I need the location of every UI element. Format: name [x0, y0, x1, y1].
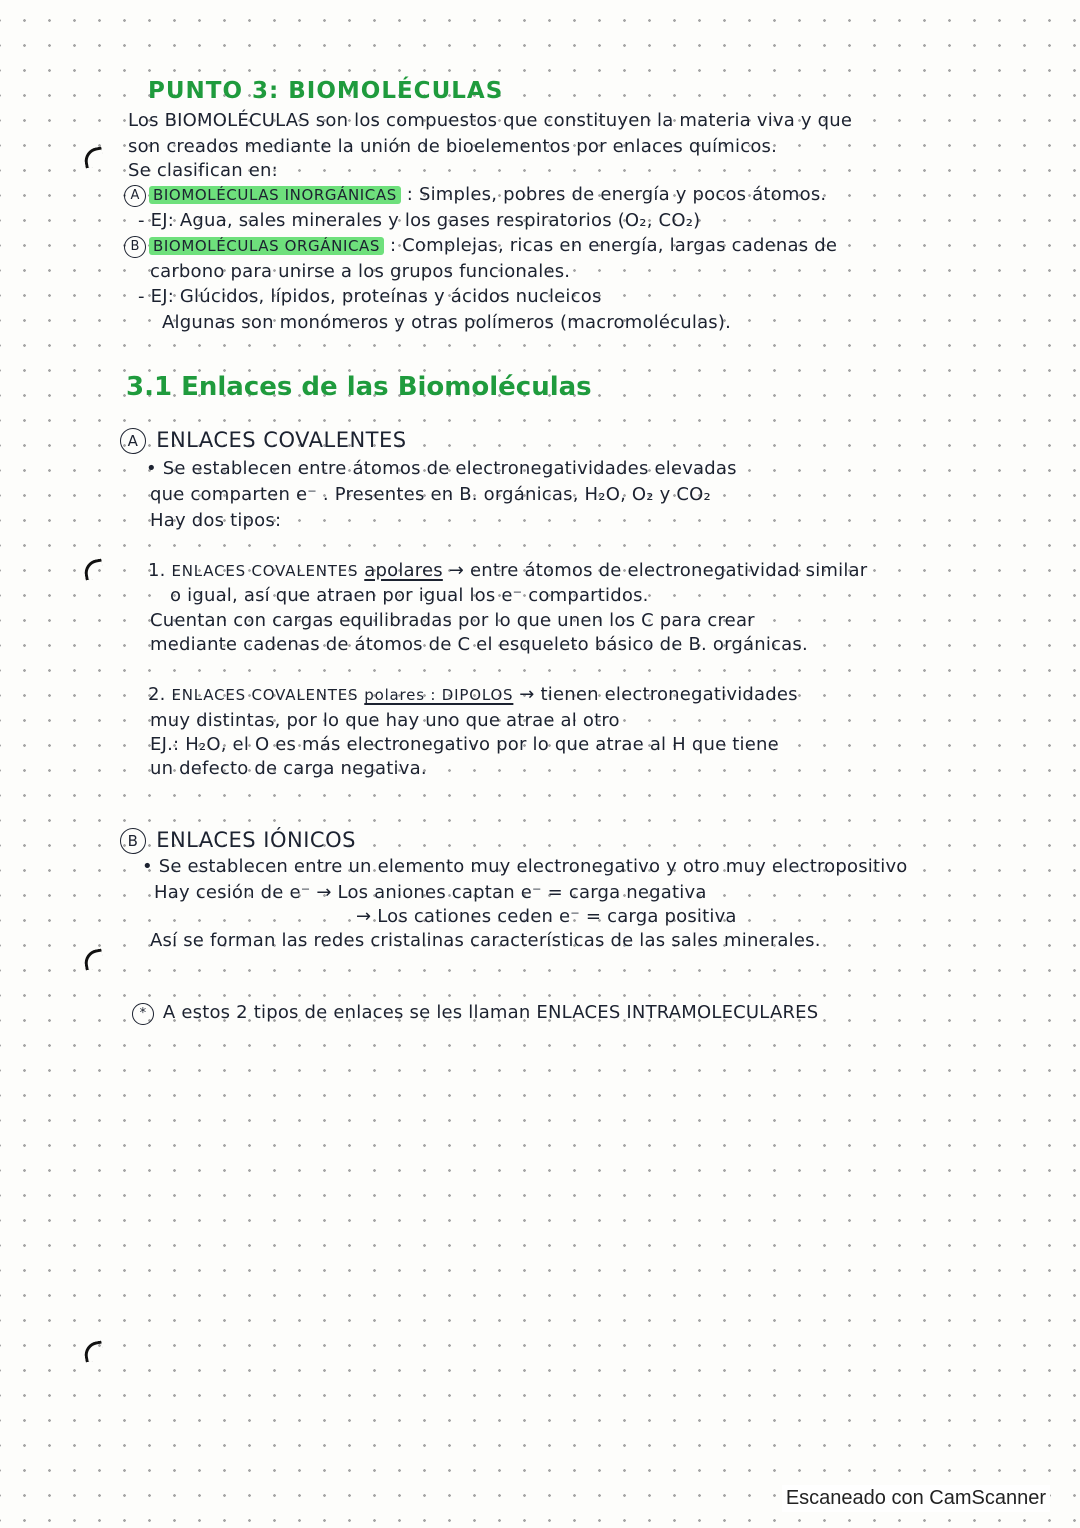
intro-line: son creados mediante la unión de bioelementos por enlaces químicos. — [128, 136, 778, 157]
circled-marker-a: A — [120, 428, 146, 454]
page-title: PUNTO 3: BIOMOLÉCULAS — [148, 78, 504, 104]
class-a-description: : Simples, pobres de energía y pocos átomos. — [406, 184, 827, 205]
apolares-keyword: apolares — [364, 560, 443, 581]
margin-bracket-mark — [82, 146, 104, 168]
apolares-line: mediante cadenas de átomos de C el esqueleto básico de B. orgánicas. — [150, 634, 808, 655]
circled-marker-b: B — [120, 828, 146, 854]
ionicos-heading-text: ENLACES IÓNICOS — [156, 828, 356, 852]
margin-bracket-mark — [82, 948, 104, 970]
polares-rest: → tienen electronegatividades — [519, 684, 798, 705]
class-b-example: - EJ: Glúcidos, lípidos, proteínas y ácidos nucleicos — [138, 286, 602, 307]
class-b-description: : Complejas, ricas en energía, largas cadenas de — [389, 235, 838, 256]
class-a-example: - EJ: Agua, sales minerales y los gases respiratorios (O₂, CO₂) — [138, 210, 701, 231]
footnote-text: A estos 2 tipos de enlaces se les llaman ENLACES INTRAMOLECULARES — [162, 1002, 819, 1023]
polares-number: 2. — [148, 684, 166, 705]
polares-line: EJ.: H₂O, el O es más electronegativo por lo que atrae al H que tiene — [150, 734, 779, 755]
class-b-line — [124, 235, 837, 258]
class-b-description-cont: carbono para unirse a los grupos funcionales. — [150, 261, 571, 282]
section-title: 3.1 Enlaces de las Biomoléculas — [126, 372, 592, 402]
covalentes-line: que comparten e⁻ . Presentes en B. orgánicas, H₂O, O₂ y CO₂ — [150, 484, 711, 505]
ionicos-line: Así se forman las redes cristalinas características de las sales minerales. — [150, 930, 821, 951]
class-a-line — [124, 184, 826, 207]
ionicos-heading — [120, 828, 356, 854]
class-a-label: BIOMOLÉCULAS INORGÁNICAS — [149, 186, 401, 204]
ionicos-line: • Se establecen entre un elemento muy electronegativo y otro muy electropositivo — [142, 856, 908, 877]
intro-line: Se clasifican en: — [128, 160, 278, 181]
ionicos-line: Hay cesión de e⁻ → Los aniones captan e⁻ = carga negativa — [154, 882, 707, 903]
polares-keyword: polares : DIPOLOS — [364, 686, 514, 704]
polares-line: muy distintas, por lo que hay uno que atrae al otro — [150, 710, 620, 731]
ionicos-line: → Los cationes ceden e⁻ = carga positiva — [356, 906, 737, 927]
circled-marker-a: A — [124, 185, 146, 207]
polares-heading — [148, 684, 798, 706]
covalentes-heading — [120, 428, 407, 454]
asterisk-marker: * — [132, 1003, 154, 1025]
apolares-rest: → entre átomos de electronegatividad similar — [448, 560, 868, 581]
class-b-note: Algunas son monómeros y otras polímeros (macromoléculas). — [162, 312, 732, 333]
polares-line: un defecto de carga negativa. — [150, 758, 427, 779]
apolares-line: Cuentan con cargas equilibradas por lo que unen los C para crear — [150, 610, 755, 631]
apolares-heading — [148, 560, 867, 582]
margin-bracket-mark — [82, 1340, 104, 1362]
covalentes-line: Hay dos tipos: — [150, 510, 282, 531]
scanner-watermark: Escaneado con CamScanner — [782, 1485, 1050, 1512]
intro-line: Los BIOMOLÉCULAS son los compuestos que constituyen la materia viva y que — [128, 110, 853, 131]
circled-marker-b: B — [124, 236, 146, 258]
margin-bracket-mark — [82, 558, 104, 580]
footnote-line — [132, 1002, 818, 1025]
apolares-prefix: ENLACES COVALENTES — [171, 562, 359, 580]
class-b-label: BIOMOLÉCULAS ORGÁNICAS — [149, 237, 384, 255]
polares-prefix: ENLACES COVALENTES — [171, 686, 359, 704]
apolares-number: 1. — [148, 560, 166, 581]
apolares-line: o igual, así que atraen por igual los e⁻ compartidos. — [170, 585, 649, 606]
covalentes-line: • Se establecen entre átomos de electronegatividades elevadas — [146, 458, 737, 479]
covalentes-heading-text: ENLACES COVALENTES — [156, 428, 407, 452]
